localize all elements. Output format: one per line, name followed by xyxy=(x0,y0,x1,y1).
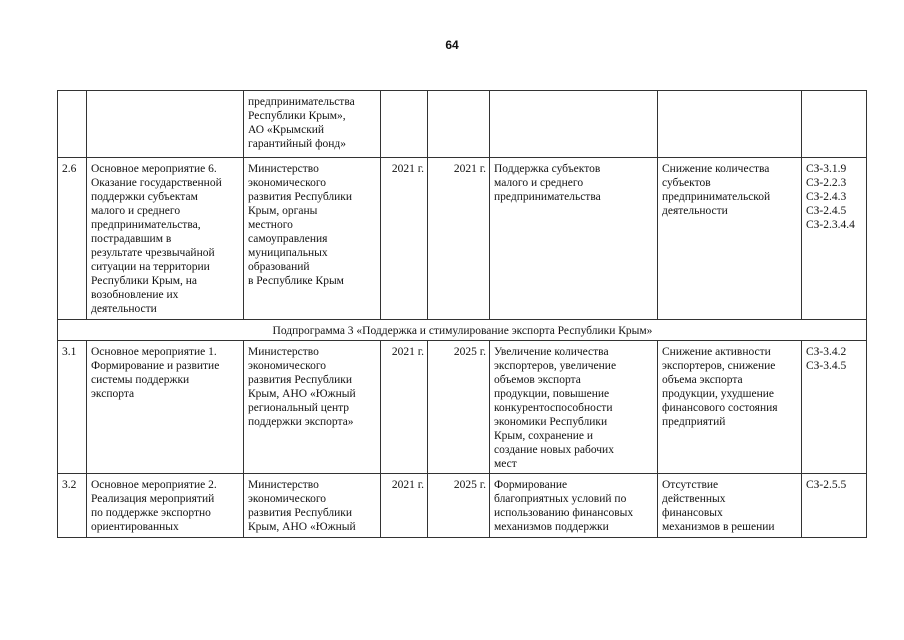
cell-link: СЗ-3.4.2 СЗ-3.4.5 xyxy=(802,341,867,474)
measures-table xyxy=(57,90,867,538)
cell-start-year xyxy=(381,91,428,158)
cell-measure: Основное мероприятие 2. Реализация мероприятий по поддержке экспортно ориентированных xyxy=(87,474,244,538)
subprogram-heading: Подпрограмма 3 «Поддержка и стимулирование экспорта Республики Крым» xyxy=(58,320,867,341)
page-number: 64 xyxy=(445,38,459,52)
cell-result xyxy=(490,91,658,158)
cell-measure: Основное мероприятие 1. Формирование и развитие системы поддержки экспорта xyxy=(87,341,244,474)
cell-result: Увеличение количества экспортеров, увеличение объемов экспорта продукции, повышение конкурентоспособности экономики Республики Крым, сохранение и создание новых рабочих мест xyxy=(490,341,658,474)
cell-number: 3.2 xyxy=(58,474,87,538)
cell-consequences: Снижение активности экспортеров, снижение объема экспорта продукции, ухудшение финансового состояния предприятий xyxy=(658,341,802,474)
cell-executor: Министерство экономического развития Республики Крым, АНО «Южный xyxy=(244,474,381,538)
cell-executor: Министерство экономического развития Республики Крым, органы местного самоуправления муниципальных образований в Республике Крым xyxy=(244,158,381,320)
subprogram-row xyxy=(58,320,867,341)
cell-start-year: 2021 г. xyxy=(381,474,428,538)
cell-measure xyxy=(87,91,244,158)
table-row xyxy=(58,474,867,538)
cell-end-year xyxy=(428,91,490,158)
cell-consequences: Снижение количества субъектов предпринимательской деятельности xyxy=(658,158,802,320)
cell-start-year: 2021 г. xyxy=(381,158,428,320)
cell-number: 2.6 xyxy=(58,158,87,320)
cell-start-year: 2021 г. xyxy=(381,341,428,474)
table-row xyxy=(58,158,867,320)
cell-link: СЗ-2.5.5 xyxy=(802,474,867,538)
cell-consequences: Отсутствие действенных финансовых механизмов в решении xyxy=(658,474,802,538)
cell-number: 3.1 xyxy=(58,341,87,474)
table-row xyxy=(58,91,867,158)
cell-number xyxy=(58,91,87,158)
cell-result: Формирование благоприятных условий по использованию финансовых механизмов поддержки xyxy=(490,474,658,538)
cell-end-year: 2025 г. xyxy=(428,341,490,474)
cell-end-year: 2025 г. xyxy=(428,474,490,538)
cell-result: Поддержка субъектов малого и среднего предпринимательства xyxy=(490,158,658,320)
cell-executor: предпринимательства Республики Крым», АО «Крымский гарантийный фонд» xyxy=(244,91,381,158)
cell-consequences xyxy=(658,91,802,158)
cell-link xyxy=(802,91,867,158)
cell-executor: Министерство экономического развития Республики Крым, АНО «Южный региональный центр поддержки экспорта» xyxy=(244,341,381,474)
cell-measure: Основное мероприятие 6. Оказание государственной поддержки субъектам малого и среднего предпринимательства, пострадавшим в результате чрезвычайной ситуации на территории Республики Крым, на возобновление их деятельности xyxy=(87,158,244,320)
cell-end-year: 2021 г. xyxy=(428,158,490,320)
cell-link: СЗ-3.1.9 СЗ-2.2.3 СЗ-2.4.3 СЗ-2.4.5 СЗ-2.3.4.4 xyxy=(802,158,867,320)
table-row xyxy=(58,341,867,474)
